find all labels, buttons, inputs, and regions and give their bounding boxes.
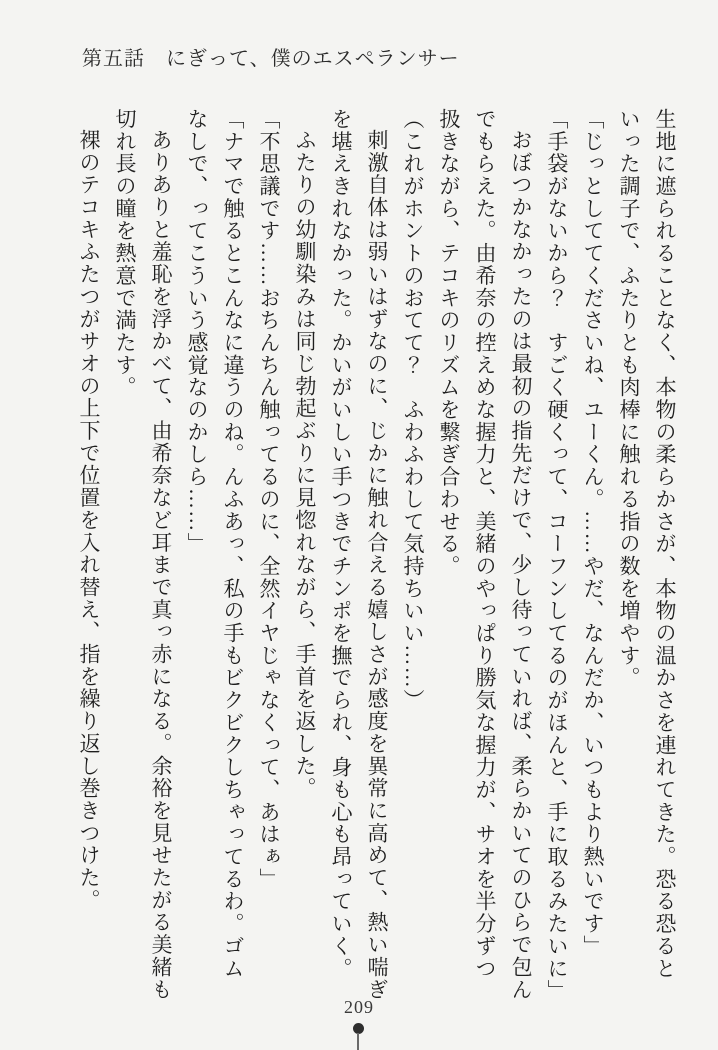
paragraph: ありありと羞恥を浮かべて、由希奈など耳まで真っ赤になる。余裕を見せたがる美緒も切れ長の瞳を熱意で満たす。: [113, 108, 173, 1001]
paragraph: 裸のテコキふたつがサオの上下で位置を入れ替え、指を繰り返し巻きつけた。: [77, 129, 101, 912]
chapter-header: 第五話 にぎって、僕のエスペランサー: [82, 48, 460, 70]
paragraph: 「じっとしててくださいね、ユーくん。……やだ、なんだか、いつもより熱いです」: [581, 108, 605, 958]
paragraph: 刺激自体は弱いはずなのに、じかに触れ合える嬉しさが感度を異常に高めて、熱い喘ぎを堪えきれなかった。かいがいしい手つきでチンポを撫でられ、身も心も昂っていく。: [329, 108, 389, 1001]
paragraph: おぼつかなかったのは最初の指先だけで、少し待っていれば、柔らかいてのひらで包んでもらえた。由希奈の控えめな握力と、美緒のやっぱり勝気な握力が、サオを半分ずつ扱きながら、テコキのリズムを繋ぎ合わせる。: [437, 108, 533, 1001]
paragraph: 「ナマで触るとこんなに違うのね。んふあっ、私の手もビクビクしちゃってるわ。ゴムなしで、ってこういう感覚なのかしら……」: [185, 108, 245, 980]
page-footer: [0, 990, 718, 1050]
body-text-columns: [67, 108, 683, 1001]
paragraph: （これがホントのおてて？ ふわふわして気持ちいい……）: [401, 108, 425, 712]
paragraph: 生地に遮られることなく、本物の柔らかさが、本物の温かさを連れてきた。恐る恐るといった調子で、ふたりとも肉棒に触れる指の数を増やす。: [617, 108, 677, 980]
paragraph: 「手袋がないから？ すごく硬くって、コーフンしてるのがほんと、手に取るみたいに」: [545, 108, 569, 1002]
paragraph: 「不思議です……おちんちん触ってるのに、全然イヤじゃなくって、あはぁ」: [257, 108, 281, 891]
paragraph: ふたりの幼馴染みは同じ勃起ぶりに見惚れながら、手首を返した。: [293, 129, 317, 800]
page-number: 209: [344, 997, 374, 1017]
binding-line: [357, 1033, 359, 1050]
